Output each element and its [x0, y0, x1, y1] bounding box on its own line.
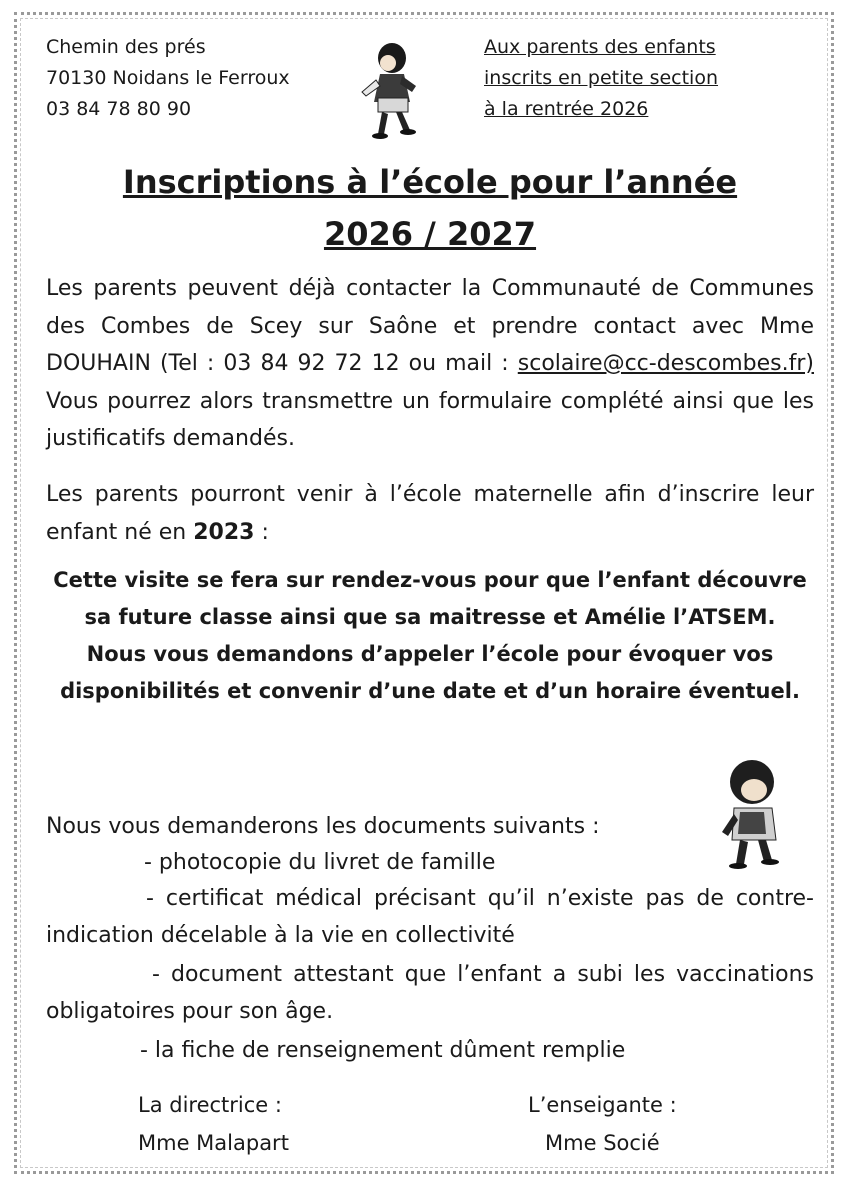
email-link[interactable]: scolaire@cc-descombes.fr)	[517, 351, 814, 376]
contact-text: Les parents peuvent déjà contacter la Communauté de Communes des Combes de Scey sur Saône et prendre contact avec Mme DOUHAIN (Tel : 03 84 92 72 12 ou mail :	[46, 276, 814, 376]
signature-teacher	[528, 1086, 677, 1162]
school-address	[46, 32, 290, 125]
birth-year: 2023	[193, 519, 255, 545]
registration-text-end: :	[254, 519, 269, 545]
documents-intro: Nous vous demanderons les documents suivants :	[46, 814, 600, 839]
signature-director	[138, 1086, 289, 1162]
recipients-block	[484, 32, 718, 125]
title-line-2: 2026 / 2027	[323, 215, 537, 253]
recipients-line-3: à la rentrée 2026	[484, 98, 649, 120]
address-city: 70130 Noidans le Ferroux	[46, 67, 290, 89]
recipients-line-1: Aux parents des enfants	[484, 36, 716, 58]
teacher-role: L’enseigante :	[528, 1093, 677, 1117]
teacher-name: Mme Socié	[545, 1131, 660, 1155]
visit-info	[46, 562, 814, 710]
recipients-line-2: inscrits en petite section	[484, 67, 719, 89]
visit-text-2: Nous vous demandons d’appeler l’école pour évoquer vos disponibilités et convenir d’une date et d’un horaire éventuel.	[60, 642, 800, 703]
contact-text-end: Vous pourrez alors transmettre un formulaire complété ainsi que les justificatifs demandés.	[46, 388, 814, 451]
document-item-1: - photocopie du livret de famille	[144, 850, 496, 875]
director-name: Mme Malapart	[138, 1131, 289, 1155]
page-title	[0, 156, 860, 260]
address-street: Chemin des prés	[46, 36, 206, 58]
child-walking-illustration	[352, 36, 428, 148]
contact-paragraph	[46, 270, 814, 458]
document-item-2: - certificat médical précisant qu’il n’existe pas de contre-indication décelable à la vie en collectivité	[46, 886, 814, 948]
director-role: La directrice :	[138, 1093, 282, 1117]
document-item-3: - document attestant que l’enfant a subi les vaccinations obligatoires pour son âge.	[46, 962, 814, 1024]
visit-text-1: Cette visite se fera sur rendez-vous pour que l’enfant découvre sa future classe ainsi que sa maitresse et Amélie l’ATSEM.	[53, 568, 807, 629]
address-phone: 03 84 78 80 90	[46, 98, 192, 120]
document-item-4: - la fiche de renseignement dûment remplie	[140, 1038, 626, 1063]
child-walking-illustration-2	[714, 754, 794, 874]
title-line-1: Inscriptions à l’école pour l’année	[122, 163, 738, 201]
registration-text: Les parents pourront venir à l’école maternelle afin d’inscrire leur enfant né en	[46, 482, 814, 545]
registration-paragraph	[46, 476, 814, 551]
